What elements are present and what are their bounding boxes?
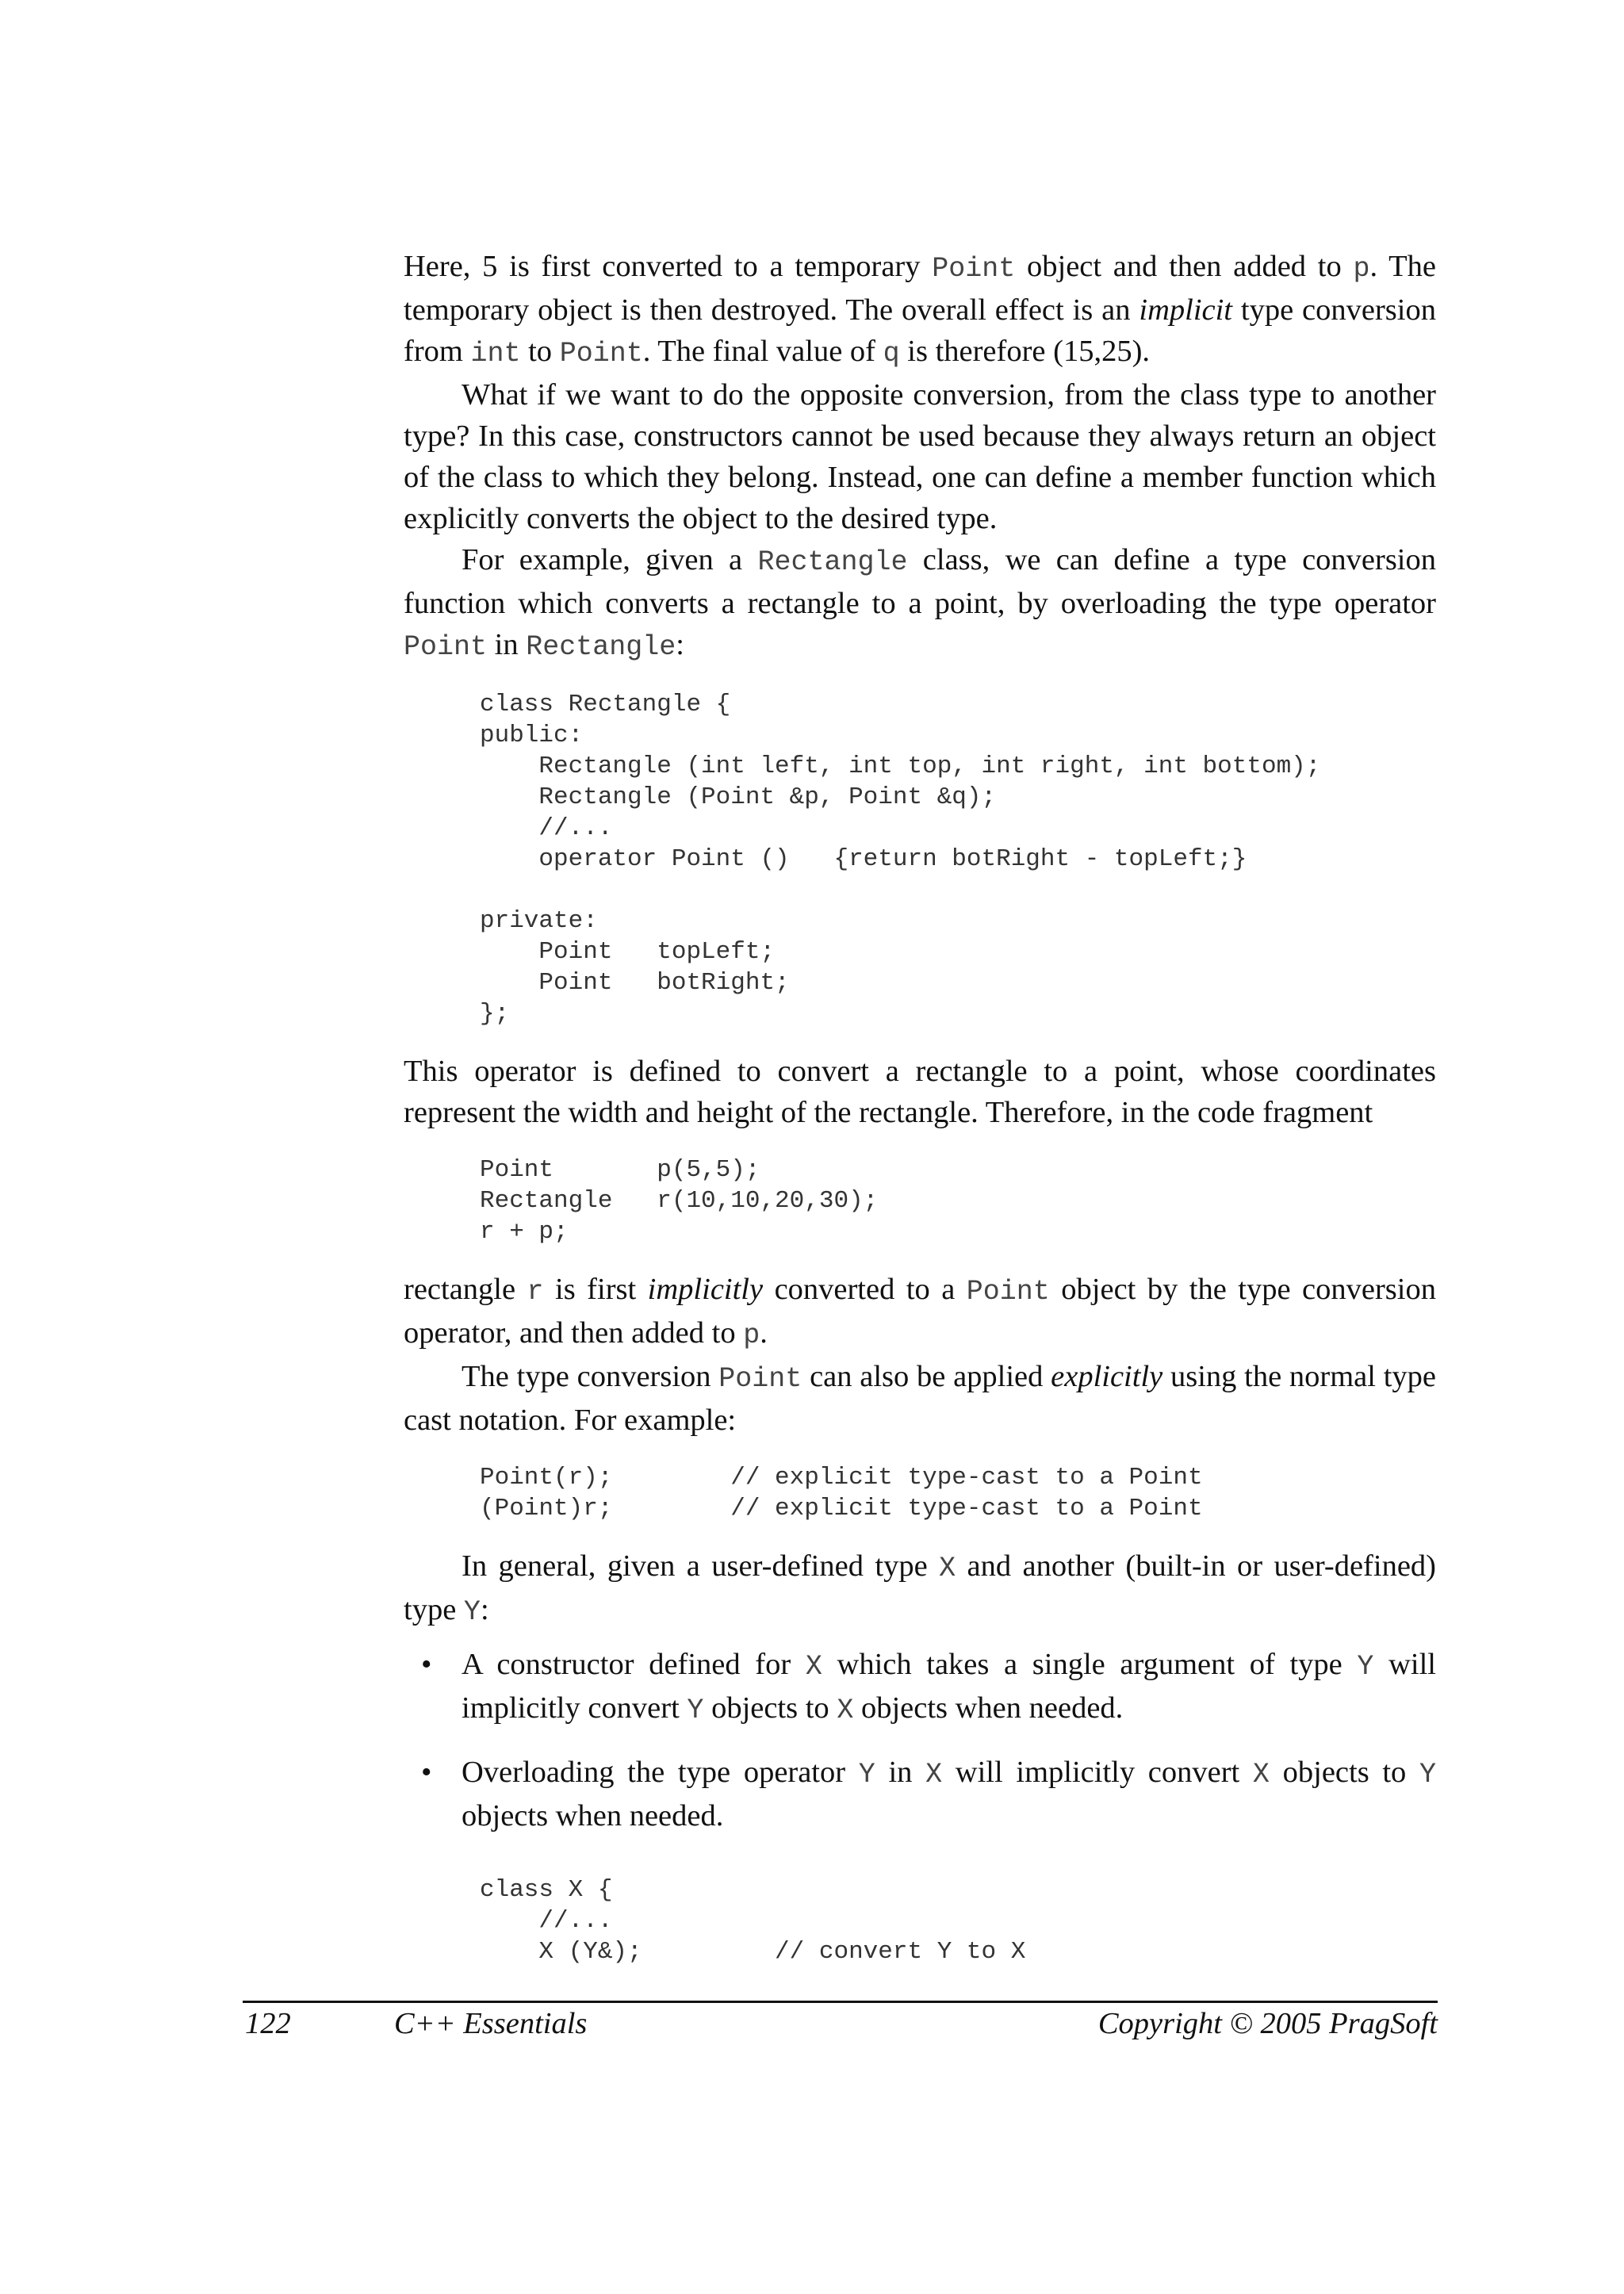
text-run: using the normal type cast notation. For example:	[404, 1360, 1436, 1437]
code-block-fragment: Point p(5,5); Rectangle r(10,10,20,30); r + p;	[480, 1156, 879, 1246]
text-run: can also be applied	[802, 1360, 1051, 1393]
inline-code: Point	[932, 253, 1016, 285]
paragraph-opposite-conversion: What if we want to do the opposite conversion, from the class type to another type? In this case, constructors cannot be used because they always return an object of the class to which they belong. Instead, one can define a member function which explicitly converts the object to the desired type.	[404, 378, 1436, 535]
inline-code: int	[470, 338, 521, 370]
paragraph-rectangle-implicit	[404, 1269, 1436, 1356]
text-run: to	[520, 335, 560, 368]
text-run: will implicitly convert	[462, 1648, 1436, 1725]
text-run: For example, given a	[462, 543, 758, 576]
inline-code: Y	[463, 1596, 481, 1628]
footer-copyright: Copyright © 2005 PragSoft	[1097, 2007, 1438, 2040]
paragraph-general-rule	[404, 1545, 1436, 1633]
inline-code: X	[805, 1651, 822, 1683]
text-run: object and then added to	[1015, 250, 1354, 283]
list-item	[404, 1752, 1436, 1836]
code-block-casts: Point(r); // explicit type-cast to a Point (Point)r; // explicit type-cast to a Point	[480, 1464, 1203, 1522]
text-run: will implicitly convert	[942, 1756, 1253, 1789]
inline-code: Point	[718, 1363, 802, 1395]
inline-code: Y	[858, 1759, 875, 1790]
list-item	[404, 1644, 1436, 1731]
text-run: and another (built-in or user-defined) type	[404, 1549, 1436, 1626]
inline-code: Y	[687, 1695, 704, 1726]
paragraph-implicit-conversion	[404, 246, 1436, 374]
emphasis: explicitly	[1051, 1360, 1163, 1393]
text-run: :	[676, 628, 684, 661]
bullet-text	[462, 1644, 1436, 1731]
text-run: objects to	[1269, 1756, 1419, 1789]
text-run: in	[875, 1756, 926, 1789]
emphasis: implicit	[1139, 293, 1232, 327]
text-run: in	[487, 628, 527, 661]
inline-code: X	[1252, 1759, 1270, 1790]
text-run: class, we can define a type conversion function which converts a rectangle to a point, by overloading the type operator	[404, 543, 1436, 620]
inline-code: Y	[1419, 1759, 1437, 1790]
inline-code: Rectangle	[757, 546, 908, 578]
bullet-list	[404, 1644, 1436, 1836]
text-run: :	[480, 1593, 489, 1626]
text-run: A constructor defined for	[462, 1648, 806, 1681]
bullet-marker: •	[421, 1756, 432, 1789]
text-run: which takes a single argument of type	[822, 1648, 1358, 1681]
text-run: rectangle	[404, 1273, 527, 1306]
bullet-marker: •	[421, 1648, 432, 1681]
footer-page-number: 122	[245, 2007, 291, 2040]
inline-code: q	[883, 338, 900, 370]
text-run: object by the type conversion operator, and then added to	[404, 1273, 1436, 1350]
inline-code: X	[925, 1759, 943, 1790]
inline-code: Y	[1357, 1651, 1374, 1683]
inline-code: Rectangle	[526, 631, 676, 663]
inline-code: r	[527, 1276, 544, 1308]
text-run: type conversion from	[404, 293, 1436, 368]
inline-code: Point	[559, 338, 643, 370]
inline-code: Point	[966, 1276, 1050, 1308]
text-run: is therefore (15,25).	[899, 335, 1151, 368]
footer-book-title: C++ Essentials	[394, 2007, 588, 2040]
text-run: In general, given a user-defined type	[462, 1549, 940, 1583]
text-run: converted to a	[763, 1273, 967, 1306]
text-run: Here, 5 is first converted to a temporary	[404, 250, 933, 283]
inline-code: X	[837, 1695, 854, 1726]
text-run: Overloading the type operator	[462, 1756, 859, 1789]
inline-code: p	[1353, 253, 1370, 285]
paragraph-rectangle-example	[404, 539, 1436, 668]
bullet-text	[462, 1752, 1436, 1836]
inline-code: X	[939, 1553, 956, 1584]
text-run: objects when needed.	[853, 1691, 1124, 1725]
page-body	[404, 246, 1436, 1967]
text-run: objects to	[703, 1691, 837, 1725]
code-block-rectangle-class: class Rectangle { public: Rectangle (int left, int top, int right, int bottom); Rectangle (Point &p, Point &q); //... operator Point () {return botRight - topLeft;} private: Point topLeft; Point botRight; };	[480, 691, 1321, 1028]
text-run: is first	[543, 1273, 648, 1306]
text-run: .	[760, 1316, 768, 1350]
paragraph-operator-defined: This operator is defined to convert a rectangle to a point, whose coordinates represent the width and height of the rectangle. Therefore, in the code fragment	[404, 1055, 1436, 1129]
paragraph-explicit-cast	[404, 1356, 1436, 1441]
text-run: . The temporary object is then destroyed. The overall effect is an	[404, 250, 1436, 327]
text-run: The type conversion	[462, 1360, 719, 1393]
inline-code: Point	[404, 631, 488, 663]
text-run: . The final value of	[642, 335, 883, 368]
code-block-class-x: class X { //... X (Y&); // convert Y to X	[480, 1876, 1026, 1966]
emphasis: implicitly	[647, 1273, 764, 1306]
text-run: objects when needed.	[462, 1799, 724, 1833]
inline-code: p	[743, 1319, 760, 1351]
